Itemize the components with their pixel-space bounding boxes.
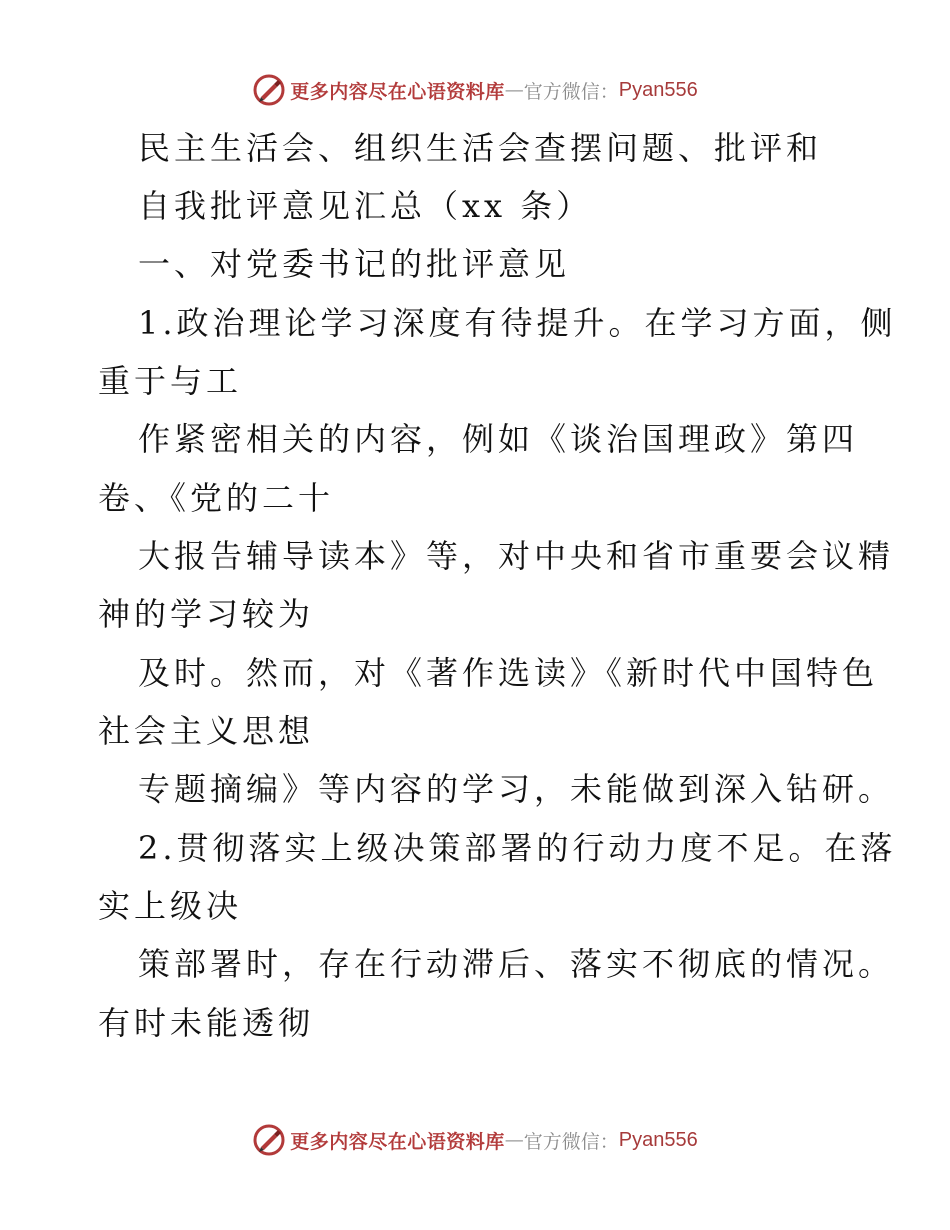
paragraph-line: 专题摘编》等内容的学习，未能做到深入钻研。 [138, 770, 895, 808]
paragraph-line: 策部署时，存在行动滞后、落实不彻底的情况。 [138, 945, 895, 983]
watermark-title: 更多内容尽在心语资料库 [290, 1130, 505, 1153]
pen-logo-icon [252, 1123, 286, 1157]
paragraph-line: 重于与工 [98, 362, 243, 400]
paragraph-line: 神的学习较为 [98, 595, 315, 633]
watermark-footer [0, 1120, 950, 1160]
paragraph-line: 有时未能透彻 [98, 1004, 315, 1042]
paragraph-line: 及时。然而，对《著作选读》《新时代中国特色 [138, 654, 879, 692]
pen-logo-icon [252, 73, 286, 107]
watermark-wechat-label: 官方微信： [523, 80, 619, 103]
doc-title-line-1: 民主生活会、组织生活会查摆问题、批评和 [138, 129, 823, 167]
paragraph-line: 社会主义思想 [98, 712, 315, 750]
watermark-wechat-id: Pyan556 [618, 1128, 698, 1151]
watermark-wechat-label: 官方微信： [523, 1130, 619, 1153]
paragraph-line: 1.政治理论学习深度有待提升。在学习方面，侧 [138, 304, 897, 342]
paragraph-line: 大报告辅导读本》等，对中央和省市重要会议精 [138, 537, 895, 575]
watermark-separator: — [504, 1129, 524, 1151]
section-heading: 一、对党委书记的批评意见 [138, 245, 571, 283]
paragraph-line: 2.贯彻落实上级决策部署的行动力度不足。在落 [138, 829, 897, 867]
paragraph-line: 实上级决 [98, 887, 243, 925]
watermark-header [0, 70, 950, 110]
watermark-separator: — [504, 79, 524, 101]
watermark-title: 更多内容尽在心语资料库 [290, 80, 505, 103]
watermark-wechat-id: Pyan556 [618, 78, 698, 101]
paragraph-line: 卷、《党的二十 [98, 479, 335, 517]
doc-title-line-2: 自我批评意见汇总（xx 条） [138, 187, 593, 225]
paragraph-line: 作紧密相关的内容，例如《谈治国理政》第四 [138, 420, 859, 458]
